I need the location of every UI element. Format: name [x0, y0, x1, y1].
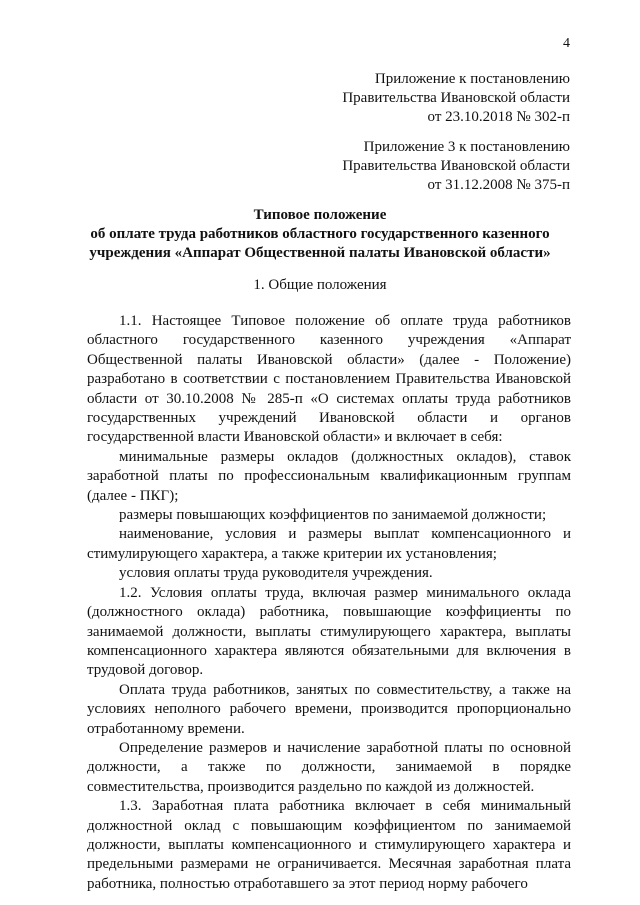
paragraph-1-1: 1.1. Настоящее Типовое положение об оплате труда работников областного государственного казенного учреждения «Аппарат Общественной палаты Ивановской области» (далее - Положение) разработано в соответствии с постановлением Правительства Ивановской области от 30.10.2008 № 285-п «О системах оплаты труда работников государственных учреждений Ивановской области и органов государственной власти Ивановской области» и включает в себя:	[87, 313, 571, 446]
appendix-1-line-3: от 23.10.2018 № 302-п	[427, 109, 570, 125]
paragraph-1-3: 1.3. Заработная плата работника включает в себя минимальный должностной оклад с повышающим коэффициентом по занимаемой должности, выплаты компенсационного и стимулирующего характера и предельными размерами не ограничивается. Месячная заработная плата работника, полностью отработавшего за этот период норму рабочего	[87, 798, 571, 892]
page-number: 4	[563, 36, 570, 51]
appendix-1-line-1: Приложение к постановлению	[374, 71, 570, 87]
appendix-header-1	[342, 70, 570, 127]
section-heading: 1. Общие положения	[253, 277, 387, 293]
title-line-1: Типовое положение	[253, 207, 387, 223]
paragraph: Оплата труда работников, занятых по совместительству, а также на условиях неполного рабочего времени, производится пропорционально отработанному времени.	[87, 681, 571, 737]
document-title	[70, 206, 570, 263]
document-body	[87, 312, 571, 894]
title-line-3: учреждения «Аппарат Общественной палаты Ивановской области»	[89, 245, 551, 261]
paragraph-list-item: условия оплаты труда руководителя учреждения.	[119, 565, 433, 582]
paragraph-list-item: размеры повышающих коэффициентов по занимаемой должности;	[119, 507, 547, 524]
title-line-2: об оплате труда работников областного государственного казенного	[90, 226, 550, 242]
appendix-2-line-2: Правительства Ивановской области	[342, 158, 570, 174]
paragraph-list-item: наименование, условия и размеры выплат компенсационного и стимулирующего характера, а также критерии их установления;	[87, 526, 571, 562]
appendix-header-2	[342, 138, 570, 195]
appendix-2-line-1: Приложение 3 к постановлению	[363, 139, 570, 155]
appendix-2-line-3: от 31.12.2008 № 375-п	[427, 177, 570, 193]
paragraph: Определение размеров и начисление заработной платы по основной должности, а также по должности, занимаемой в порядке совместительства, производится раздельно по каждой из должностей.	[87, 739, 571, 795]
appendix-1-line-2: Правительства Ивановской области	[342, 90, 570, 106]
paragraph-1-2: 1.2. Условия оплаты труда, включая размер минимального оклада (должностного оклада) работника, повышающие коэффициенты по занимаемой должности, выплаты стимулирующего характера, выплаты компенсационного характера являются обязательными для включения в трудовой договор.	[87, 584, 571, 679]
paragraph-list-item: минимальные размеры окладов (должностных окладов), ставок заработной платы по профессиональным квалификационным группам (далее - ПКГ);	[87, 448, 571, 504]
